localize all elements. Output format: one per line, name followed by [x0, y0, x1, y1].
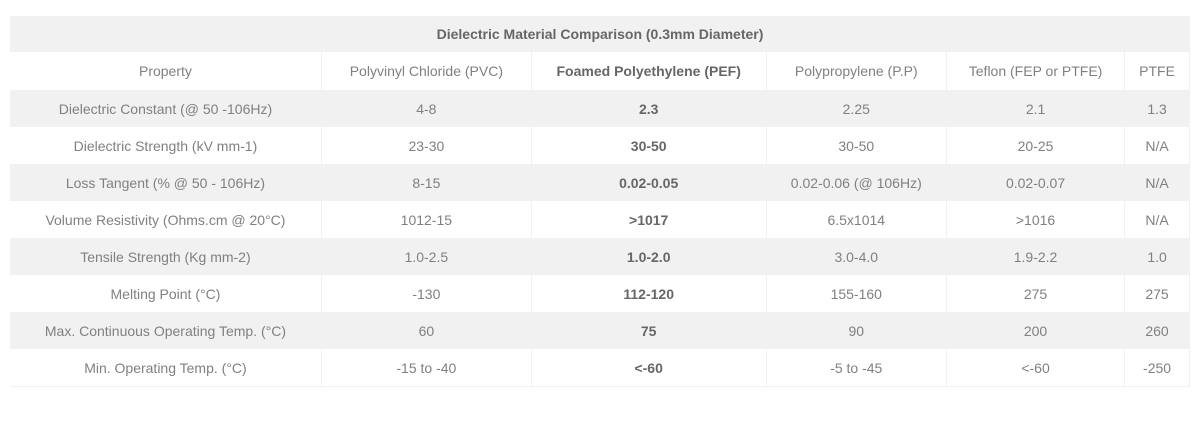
property-cell: Min. Operating Temp. (°C) [10, 349, 321, 387]
property-cell: Loss Tangent (% @ 50 - 106Hz) [10, 164, 321, 201]
value-cell: 30-50 [531, 127, 766, 164]
value-cell: 30-50 [766, 127, 946, 164]
value-cell: 75 [531, 312, 766, 349]
dielectric-comparison-panel [10, 16, 1190, 387]
value-cell: 1012-15 [321, 201, 531, 238]
value-cell: 4-8 [321, 90, 531, 127]
value-cell: >1017 [531, 201, 766, 238]
table-title: Dielectric Material Comparison (0.3mm Diameter) [10, 16, 1190, 52]
value-cell: <-60 [531, 349, 766, 387]
value-cell: N/A [1125, 164, 1190, 201]
column-header-ptfe: PTFE [1125, 52, 1190, 90]
table-header [10, 52, 1190, 90]
value-cell: 0.02-0.06 (@ 106Hz) [766, 164, 946, 201]
table-row [10, 90, 1190, 127]
value-cell: 1.0-2.0 [531, 238, 766, 275]
table-row [10, 127, 1190, 164]
value-cell: 20-25 [947, 127, 1125, 164]
header-row [10, 52, 1190, 90]
value-cell: 1.0 [1125, 238, 1190, 275]
value-cell: N/A [1125, 201, 1190, 238]
column-header-pp: Polypropylene (P.P) [766, 52, 946, 90]
value-cell: 112-120 [531, 275, 766, 312]
value-cell: 275 [1125, 275, 1190, 312]
table-row [10, 275, 1190, 312]
property-cell: Max. Continuous Operating Temp. (°C) [10, 312, 321, 349]
value-cell: -15 to -40 [321, 349, 531, 387]
property-cell: Dielectric Constant (@ 50 -106Hz) [10, 90, 321, 127]
comparison-table [10, 52, 1190, 387]
value-cell: <-60 [947, 349, 1125, 387]
table-body [10, 90, 1190, 387]
value-cell: 2.25 [766, 90, 946, 127]
value-cell: 1.3 [1125, 90, 1190, 127]
value-cell: 0.02-0.05 [531, 164, 766, 201]
column-header-property: Property [10, 52, 321, 90]
value-cell: 60 [321, 312, 531, 349]
value-cell: 6.5x1014 [766, 201, 946, 238]
value-cell: 3.0-4.0 [766, 238, 946, 275]
value-cell: 90 [766, 312, 946, 349]
value-cell: 1.0-2.5 [321, 238, 531, 275]
table-row [10, 201, 1190, 238]
value-cell: -130 [321, 275, 531, 312]
value-cell: 0.02-0.07 [947, 164, 1125, 201]
value-cell: -5 to -45 [766, 349, 946, 387]
table-row [10, 349, 1190, 387]
column-header-teflon: Teflon (FEP or PTFE) [947, 52, 1125, 90]
value-cell: 8-15 [321, 164, 531, 201]
property-cell: Tensile Strength (Kg mm-2) [10, 238, 321, 275]
value-cell: 2.1 [947, 90, 1125, 127]
property-cell: Melting Point (°C) [10, 275, 321, 312]
table-row [10, 164, 1190, 201]
value-cell: 23-30 [321, 127, 531, 164]
column-header-pef: Foamed Polyethylene (PEF) [531, 52, 766, 90]
value-cell: >1016 [947, 201, 1125, 238]
value-cell: N/A [1125, 127, 1190, 164]
property-cell: Volume Resistivity (Ohms.cm @ 20°C) [10, 201, 321, 238]
value-cell: 275 [947, 275, 1125, 312]
table-row [10, 238, 1190, 275]
value-cell: -250 [1125, 349, 1190, 387]
value-cell: 200 [947, 312, 1125, 349]
table-row [10, 312, 1190, 349]
value-cell: 260 [1125, 312, 1190, 349]
value-cell: 155-160 [766, 275, 946, 312]
value-cell: 2.3 [531, 90, 766, 127]
column-header-pvc: Polyvinyl Chloride (PVC) [321, 52, 531, 90]
value-cell: 1.9-2.2 [947, 238, 1125, 275]
property-cell: Dielectric Strength (kV mm-1) [10, 127, 321, 164]
